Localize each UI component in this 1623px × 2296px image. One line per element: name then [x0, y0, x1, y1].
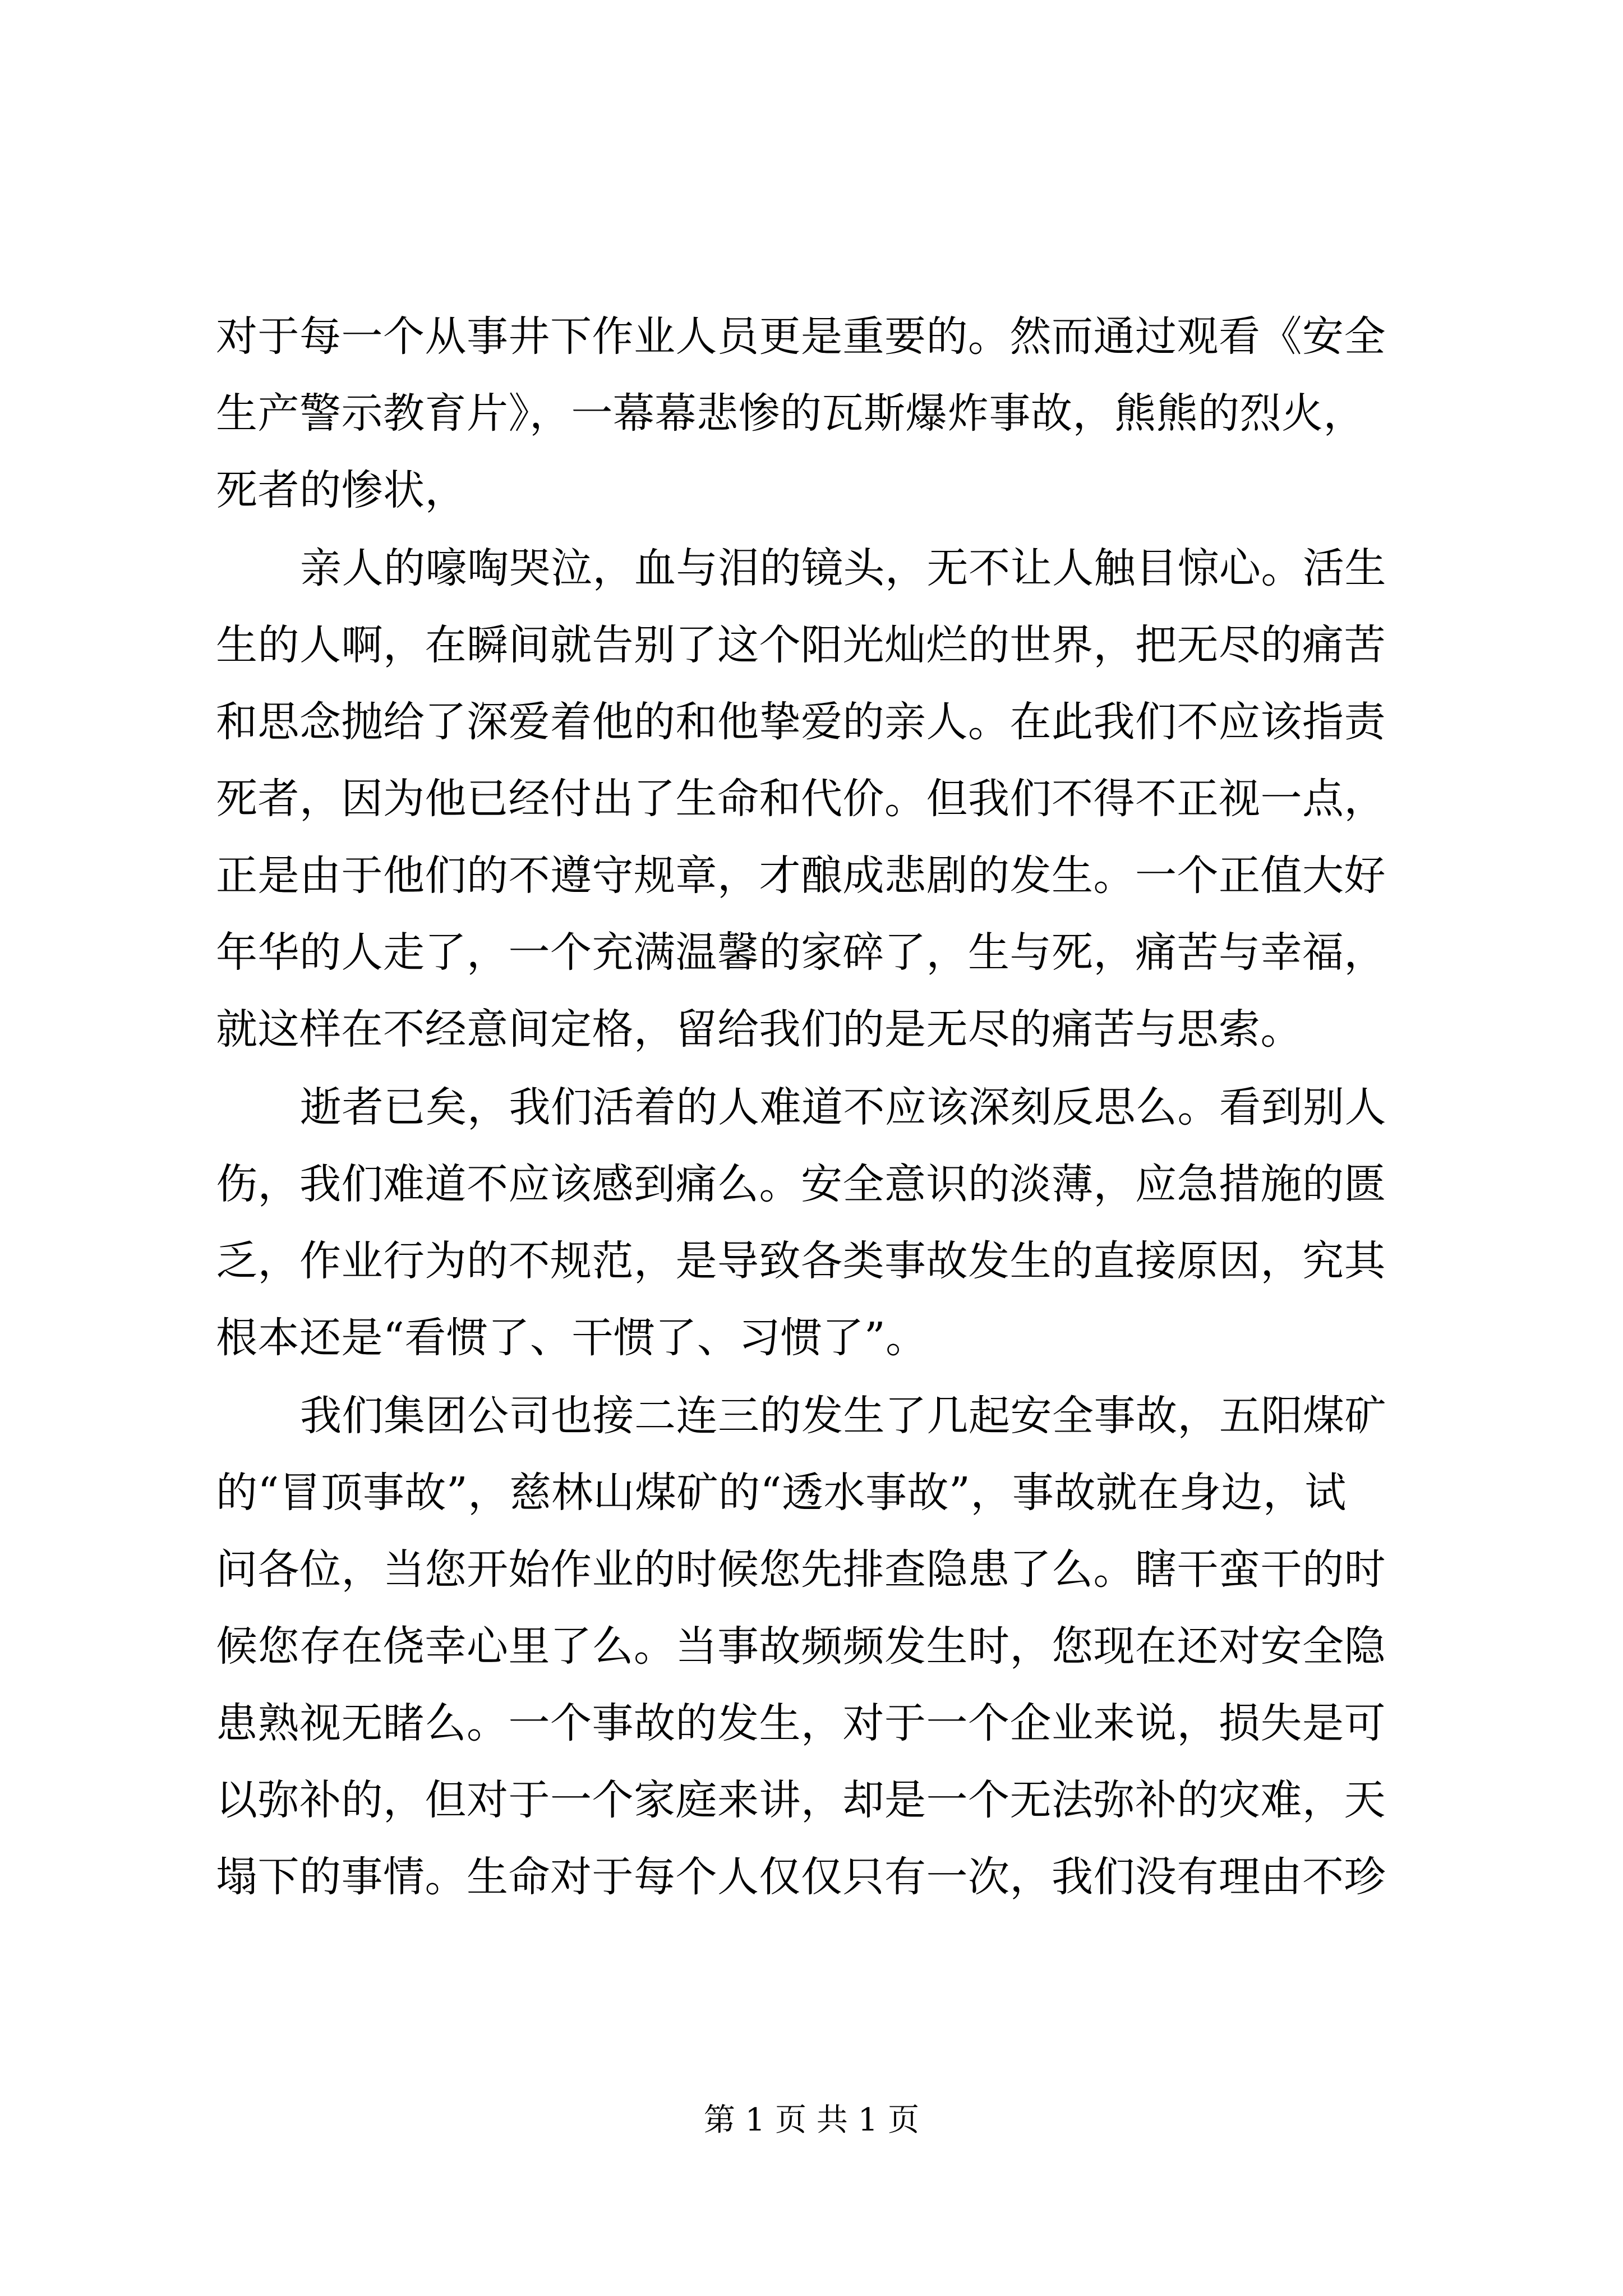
paragraph-start-line: 逝者已矣，我们活着的人难道不应该深刻反思么。看到别人 — [300, 1083, 1386, 1131]
text-line: 乏，作业行为的不规范，是导致各类事故发生的直接原因，究其 — [216, 1237, 1386, 1285]
text-line: 就这样在不经意间定格，留给我们的是无尽的痛苦与思索。 — [216, 1005, 1302, 1053]
text-line: 伤，我们难道不应该感到痛么。安全意识的淡薄，应急措施的匮 — [216, 1160, 1386, 1208]
text-line: 以弥补的，但对于一个家庭来讲，却是一个无法弥补的灾难，天 — [216, 1776, 1386, 1824]
text-line: 生的人啊，在瞬间就告别了这个阳光灿烂的世界，把无尽的痛苦 — [216, 621, 1386, 669]
paragraph-start-line: 我们集团公司也接二连三的发生了几起安全事故，五阳煤矿 — [300, 1392, 1386, 1440]
text-line: 生产警示教育片》，一幕幕悲惨的瓦斯爆炸事故，熊熊的烈火， — [216, 389, 1365, 438]
paragraph-start-line: 亲人的嚎啕哭泣，血与泪的镜头，无不让人触目惊心。活生 — [300, 544, 1386, 592]
text-line: 和思念抛给了深爱着他的和他挚爱的亲人。在此我们不应该指责 — [216, 698, 1386, 746]
text-line: 对于每一个从事井下作业人员更是重要的。然而通过观看《安全 — [216, 312, 1386, 361]
text-line: 死者的惨状， — [216, 466, 467, 514]
text-line: 塌下的事情。生命对于每个人仅仅只有一次，我们没有理由不珍 — [216, 1853, 1386, 1901]
text-line: 根本还是“看惯了、干惯了、习惯了”。 — [216, 1314, 928, 1362]
text-line: 候您存在侥幸心里了么。当事故频频发生时，您现在还对安全隐 — [216, 1622, 1386, 1671]
text-line: 患熟视无睹么。一个事故的发生，对于一个企业来说，损失是可 — [216, 1699, 1386, 1747]
page-number-footer: 第 1 页 共 1 页 — [703, 2102, 920, 2138]
text-line: 年华的人走了，一个充满温馨的家碎了，生与死，痛苦与幸福， — [216, 928, 1386, 977]
text-line: 正是由于他们的不遵守规章，才酿成悲剧的发生。一个正值大好 — [216, 852, 1386, 900]
text-line: 的“冒顶事故”，慈林山煤矿的“透水事故”，事故就在身边，试 — [216, 1469, 1347, 1517]
text-line: 死者，因为他已经付出了生命和代价。但我们不得不正视一点， — [216, 775, 1386, 823]
text-line: 问各位，当您开始作业的时候您先排查隐患了么。瞎干蛮干的时 — [216, 1545, 1386, 1594]
